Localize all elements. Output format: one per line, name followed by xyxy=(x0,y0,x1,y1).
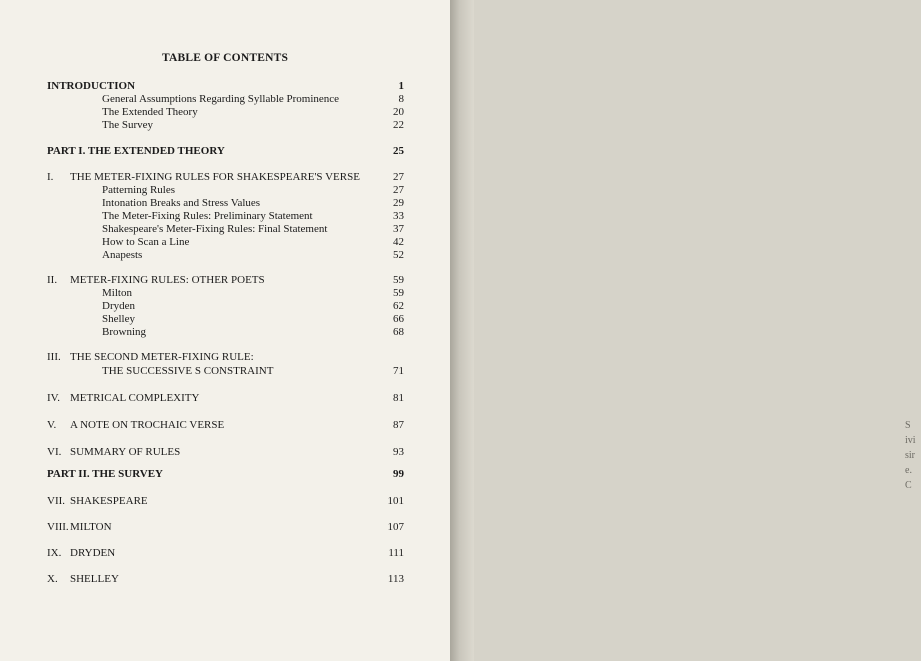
toc-label: The Meter-Fixing Rules: Preliminary Statement xyxy=(102,210,313,222)
toc-label: Browning xyxy=(102,326,146,338)
toc-label: THE METER-FIXING RULES FOR SHAKESPEARE'S VERSE xyxy=(70,171,360,183)
toc-label: General Assumptions Regarding Syllable Prominence xyxy=(102,93,340,105)
toc-label: INTRODUCTION xyxy=(47,80,136,92)
toc-page-number: 59 xyxy=(393,274,404,286)
toc-chapter-number: VIII. xyxy=(47,521,69,533)
toc-page-number: 71 xyxy=(393,365,404,377)
toc-label: MILTON xyxy=(70,521,112,533)
toc-chapter-number: X. xyxy=(47,573,58,585)
toc-row xyxy=(0,312,450,326)
toc-label: Shelley xyxy=(102,313,135,325)
toc-page-number: 99 xyxy=(393,468,404,480)
toc-label: PART I. THE EXTENDED THEORY xyxy=(47,145,225,157)
toc-row xyxy=(0,196,450,210)
toc-label: Patterning Rules xyxy=(102,184,176,196)
toc-chapter-number: IV. xyxy=(47,392,60,404)
toc-row xyxy=(0,325,450,339)
toc-row xyxy=(0,273,450,287)
toc-label: PART II. THE SURVEY xyxy=(47,468,163,480)
toc-row xyxy=(0,248,450,262)
toc-label: DRYDEN xyxy=(70,547,116,559)
toc-label: A NOTE ON TROCHAIC VERSE xyxy=(70,419,225,431)
toc-page-number: 27 xyxy=(393,171,404,183)
toc-row xyxy=(0,79,450,93)
toc-page-number: 59 xyxy=(393,287,404,299)
toc-page-number: 113 xyxy=(387,573,404,585)
toc-row xyxy=(0,494,450,508)
book-page xyxy=(0,0,450,661)
toc-label: How to Scan a Line xyxy=(102,236,190,248)
toc-label: THE SECOND METER-FIXING RULE: xyxy=(70,351,254,363)
toc-page-number: 87 xyxy=(393,419,404,431)
toc-page-number: 1 xyxy=(398,80,404,92)
toc-row xyxy=(0,209,450,223)
toc-row xyxy=(0,520,450,534)
toc-label: SHELLEY xyxy=(70,573,119,585)
toc-chapter-number: II. xyxy=(47,274,58,286)
toc-page-number: 93 xyxy=(393,446,404,458)
toc-row xyxy=(0,105,450,119)
toc-page-number: 22 xyxy=(393,119,404,131)
toc-page-number: 25 xyxy=(393,145,404,157)
toc-row xyxy=(0,170,450,184)
bleed-through-fragment: sir xyxy=(905,450,915,461)
toc-row xyxy=(0,222,450,236)
toc-label: The Extended Theory xyxy=(102,106,198,118)
toc-row xyxy=(0,235,450,249)
toc-label: METRICAL COMPLEXITY xyxy=(70,392,200,404)
toc-label: Anapests xyxy=(102,249,143,261)
bleed-through-fragment: e. xyxy=(905,465,912,476)
toc-page-number: 20 xyxy=(393,106,404,118)
toc-label: METER-FIXING RULES: OTHER POETS xyxy=(70,274,265,286)
toc-label: SUMMARY OF RULES xyxy=(70,446,181,458)
toc-page-number: 29 xyxy=(393,197,404,209)
bleed-through-fragment: C xyxy=(905,480,912,491)
toc-page-number: 27 xyxy=(393,184,404,196)
toc-row xyxy=(0,286,450,300)
toc-label: Intonation Breaks and Stress Values xyxy=(102,197,261,209)
toc-label: THE SUCCESSIVE S CONSTRAINT xyxy=(102,365,274,377)
toc-label: Dryden xyxy=(102,300,135,312)
toc-page-number: 33 xyxy=(393,210,404,222)
toc-page-number: 52 xyxy=(393,249,404,261)
toc-page-number: 37 xyxy=(393,223,404,235)
page-gutter xyxy=(450,0,916,661)
toc-page-number: 101 xyxy=(387,495,404,507)
toc-chapter-number: IX. xyxy=(47,547,62,559)
toc-page-number: 42 xyxy=(393,236,404,248)
toc-row xyxy=(0,445,450,459)
toc-page-number: 8 xyxy=(398,93,404,105)
toc-chapter-number: VI. xyxy=(47,446,62,458)
toc-row xyxy=(0,418,450,432)
toc-chapter-number: VII. xyxy=(47,495,66,507)
toc-row xyxy=(0,183,450,197)
toc-row xyxy=(0,572,450,586)
toc-label: The Survey xyxy=(102,119,154,131)
page-title: TABLE OF CONTENTS xyxy=(161,52,289,64)
toc-row xyxy=(0,144,450,158)
toc-row xyxy=(0,391,450,405)
toc-row xyxy=(0,350,450,364)
toc-label: Milton xyxy=(102,287,132,299)
bleed-through-fragment: ivi xyxy=(905,435,916,446)
toc-row xyxy=(0,92,450,106)
toc-row xyxy=(0,299,450,313)
toc-label: SHAKESPEARE xyxy=(70,495,148,507)
toc-chapter-number: III. xyxy=(47,351,61,363)
toc-page-number: 62 xyxy=(393,300,404,312)
toc-page-number: 68 xyxy=(393,326,404,338)
toc-page-number: 111 xyxy=(388,547,404,559)
toc-page-number: 81 xyxy=(393,392,404,404)
toc-row xyxy=(0,118,450,132)
toc-label: Shakespeare's Meter-Fixing Rules: Final Statement xyxy=(102,223,328,235)
toc-page-number: 107 xyxy=(387,521,404,533)
toc-row xyxy=(0,546,450,560)
bleed-through-text xyxy=(905,418,921,493)
toc-row xyxy=(0,467,450,481)
toc-row xyxy=(0,364,450,378)
toc-chapter-number: V. xyxy=(47,419,57,431)
toc-page-number: 66 xyxy=(393,313,404,325)
toc-chapter-number: I. xyxy=(47,171,54,183)
bleed-through-fragment: S xyxy=(905,420,911,431)
